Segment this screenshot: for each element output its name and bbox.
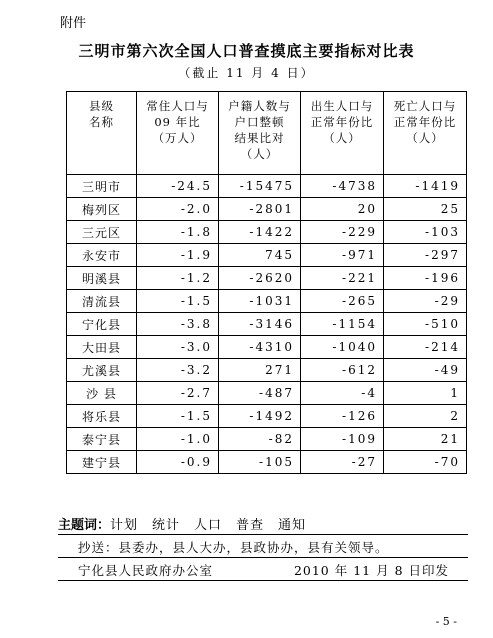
cell-resident-change: -3.8 xyxy=(137,313,219,336)
cell-death-change: 2 xyxy=(384,405,467,428)
cell-birth-change: -265 xyxy=(301,290,384,313)
cell-registered-change: -15475 xyxy=(219,175,301,198)
cell-birth-change: 20 xyxy=(301,198,384,221)
cell-county-name: 建宁县 xyxy=(67,451,137,474)
cell-death-change: 1 xyxy=(384,382,467,405)
cell-registered-change: -1492 xyxy=(219,405,301,428)
cell-death-change: 25 xyxy=(384,198,467,221)
cell-resident-change: -3.2 xyxy=(137,359,219,382)
cell-death-change: -70 xyxy=(384,451,467,474)
keywords-line xyxy=(58,514,306,533)
cell-birth-change: -1154 xyxy=(301,313,384,336)
cell-county-name: 梅列区 xyxy=(67,198,137,221)
cell-county-name: 尤溪县 xyxy=(67,359,137,382)
cell-resident-change: -1.2 xyxy=(137,267,219,290)
cell-resident-change: -2.7 xyxy=(137,382,219,405)
cell-county-name: 明溪县 xyxy=(67,267,137,290)
cell-registered-change: 745 xyxy=(219,244,301,267)
cell-birth-change: -1040 xyxy=(301,336,384,359)
cell-registered-change: -2620 xyxy=(219,267,301,290)
document-title: 三明市第六次全国人口普查摸底主要指标对比表 xyxy=(78,42,415,60)
table-row xyxy=(67,382,467,405)
column-header-county: 县级 名称 xyxy=(67,92,137,175)
cell-birth-change: -4 xyxy=(301,382,384,405)
cell-registered-change: -2801 xyxy=(219,198,301,221)
cell-birth-change: -229 xyxy=(301,221,384,244)
cell-registered-change: -82 xyxy=(219,428,301,451)
cell-birth-change: -221 xyxy=(301,267,384,290)
cell-resident-change: -1.5 xyxy=(137,405,219,428)
table-row xyxy=(67,405,467,428)
table-row xyxy=(67,267,467,290)
cell-birth-change: -27 xyxy=(301,451,384,474)
issue-date: 2010 年 11 月 8 日印发 xyxy=(293,563,449,578)
cell-county-name: 三元区 xyxy=(67,221,137,244)
cell-county-name: 永安市 xyxy=(67,244,137,267)
cell-county-name: 沙 县 xyxy=(67,382,137,405)
column-header-registered-population: 户籍人数与 户口整顿 结果比对 （人） xyxy=(219,92,301,175)
cell-resident-change: -3.0 xyxy=(137,336,219,359)
table-row xyxy=(67,244,467,267)
cell-resident-change: -1.8 xyxy=(137,221,219,244)
cell-death-change: -510 xyxy=(384,313,467,336)
cell-birth-change: -126 xyxy=(301,405,384,428)
cell-birth-change: -4738 xyxy=(301,175,384,198)
cc-line: 抄送：县委办，县人大办，县政协办，县有关领导。 xyxy=(78,540,389,555)
issuer-name: 宁化县人民政府办公室 xyxy=(78,563,214,578)
table-row xyxy=(67,290,467,313)
cell-registered-change: -4310 xyxy=(219,336,301,359)
cell-registered-change: -487 xyxy=(219,382,301,405)
divider-top xyxy=(58,534,468,535)
cell-death-change: -103 xyxy=(384,221,467,244)
cell-registered-change: -3146 xyxy=(219,313,301,336)
table-row xyxy=(67,428,467,451)
cell-resident-change: -1.9 xyxy=(137,244,219,267)
table-row xyxy=(67,336,467,359)
cell-birth-change: -109 xyxy=(301,428,384,451)
cell-resident-change: -1.0 xyxy=(137,428,219,451)
table-row xyxy=(67,359,467,382)
cell-county-name: 大田县 xyxy=(67,336,137,359)
cell-death-change: -297 xyxy=(384,244,467,267)
cell-birth-change: -971 xyxy=(301,244,384,267)
column-header-deaths: 死亡人口与 正常年份比 （人） xyxy=(384,92,467,175)
cell-registered-change: -105 xyxy=(219,451,301,474)
table-header-row xyxy=(67,92,467,175)
cell-resident-change: -2.0 xyxy=(137,198,219,221)
cell-death-change: -1419 xyxy=(384,175,467,198)
keywords-label: 主题词： xyxy=(58,518,111,533)
cell-registered-change: 271 xyxy=(219,359,301,382)
keywords-list: 计划 统计 人口 普查 通知 xyxy=(110,518,307,533)
cell-resident-change: -24.5 xyxy=(137,175,219,198)
cell-registered-change: -1422 xyxy=(219,221,301,244)
attachment-label: 附件 xyxy=(60,16,87,31)
divider-bottom xyxy=(58,580,468,581)
table-row xyxy=(67,221,467,244)
comparison-table xyxy=(66,91,467,474)
table-row xyxy=(67,313,467,336)
column-header-births: 出生人口与 正常年份比 （人） xyxy=(301,92,384,175)
cell-county-name: 宁化县 xyxy=(67,313,137,336)
table-body xyxy=(67,175,467,474)
cell-county-name: 泰宁县 xyxy=(67,428,137,451)
cell-birth-change: -612 xyxy=(301,359,384,382)
cell-resident-change: -0.9 xyxy=(137,451,219,474)
cell-death-change: -214 xyxy=(384,336,467,359)
cell-resident-change: -1.5 xyxy=(137,290,219,313)
cell-county-name: 将乐县 xyxy=(67,405,137,428)
cell-death-change: -49 xyxy=(384,359,467,382)
cell-death-change: 21 xyxy=(384,428,467,451)
cell-county-name: 三明市 xyxy=(67,175,137,198)
column-header-resident-population: 常住人口与 09 年比 （万人） xyxy=(137,92,219,175)
cell-death-change: -196 xyxy=(384,267,467,290)
page-number: - 5 - xyxy=(435,615,457,628)
divider-middle xyxy=(58,557,468,558)
table-row xyxy=(67,451,467,474)
cell-death-change: -29 xyxy=(384,290,467,313)
cell-registered-change: -1031 xyxy=(219,290,301,313)
cell-county-name: 清流县 xyxy=(67,290,137,313)
table-row xyxy=(67,175,467,198)
table-row xyxy=(67,198,467,221)
document-subtitle: （截止 11 月 4 日） xyxy=(178,66,315,80)
